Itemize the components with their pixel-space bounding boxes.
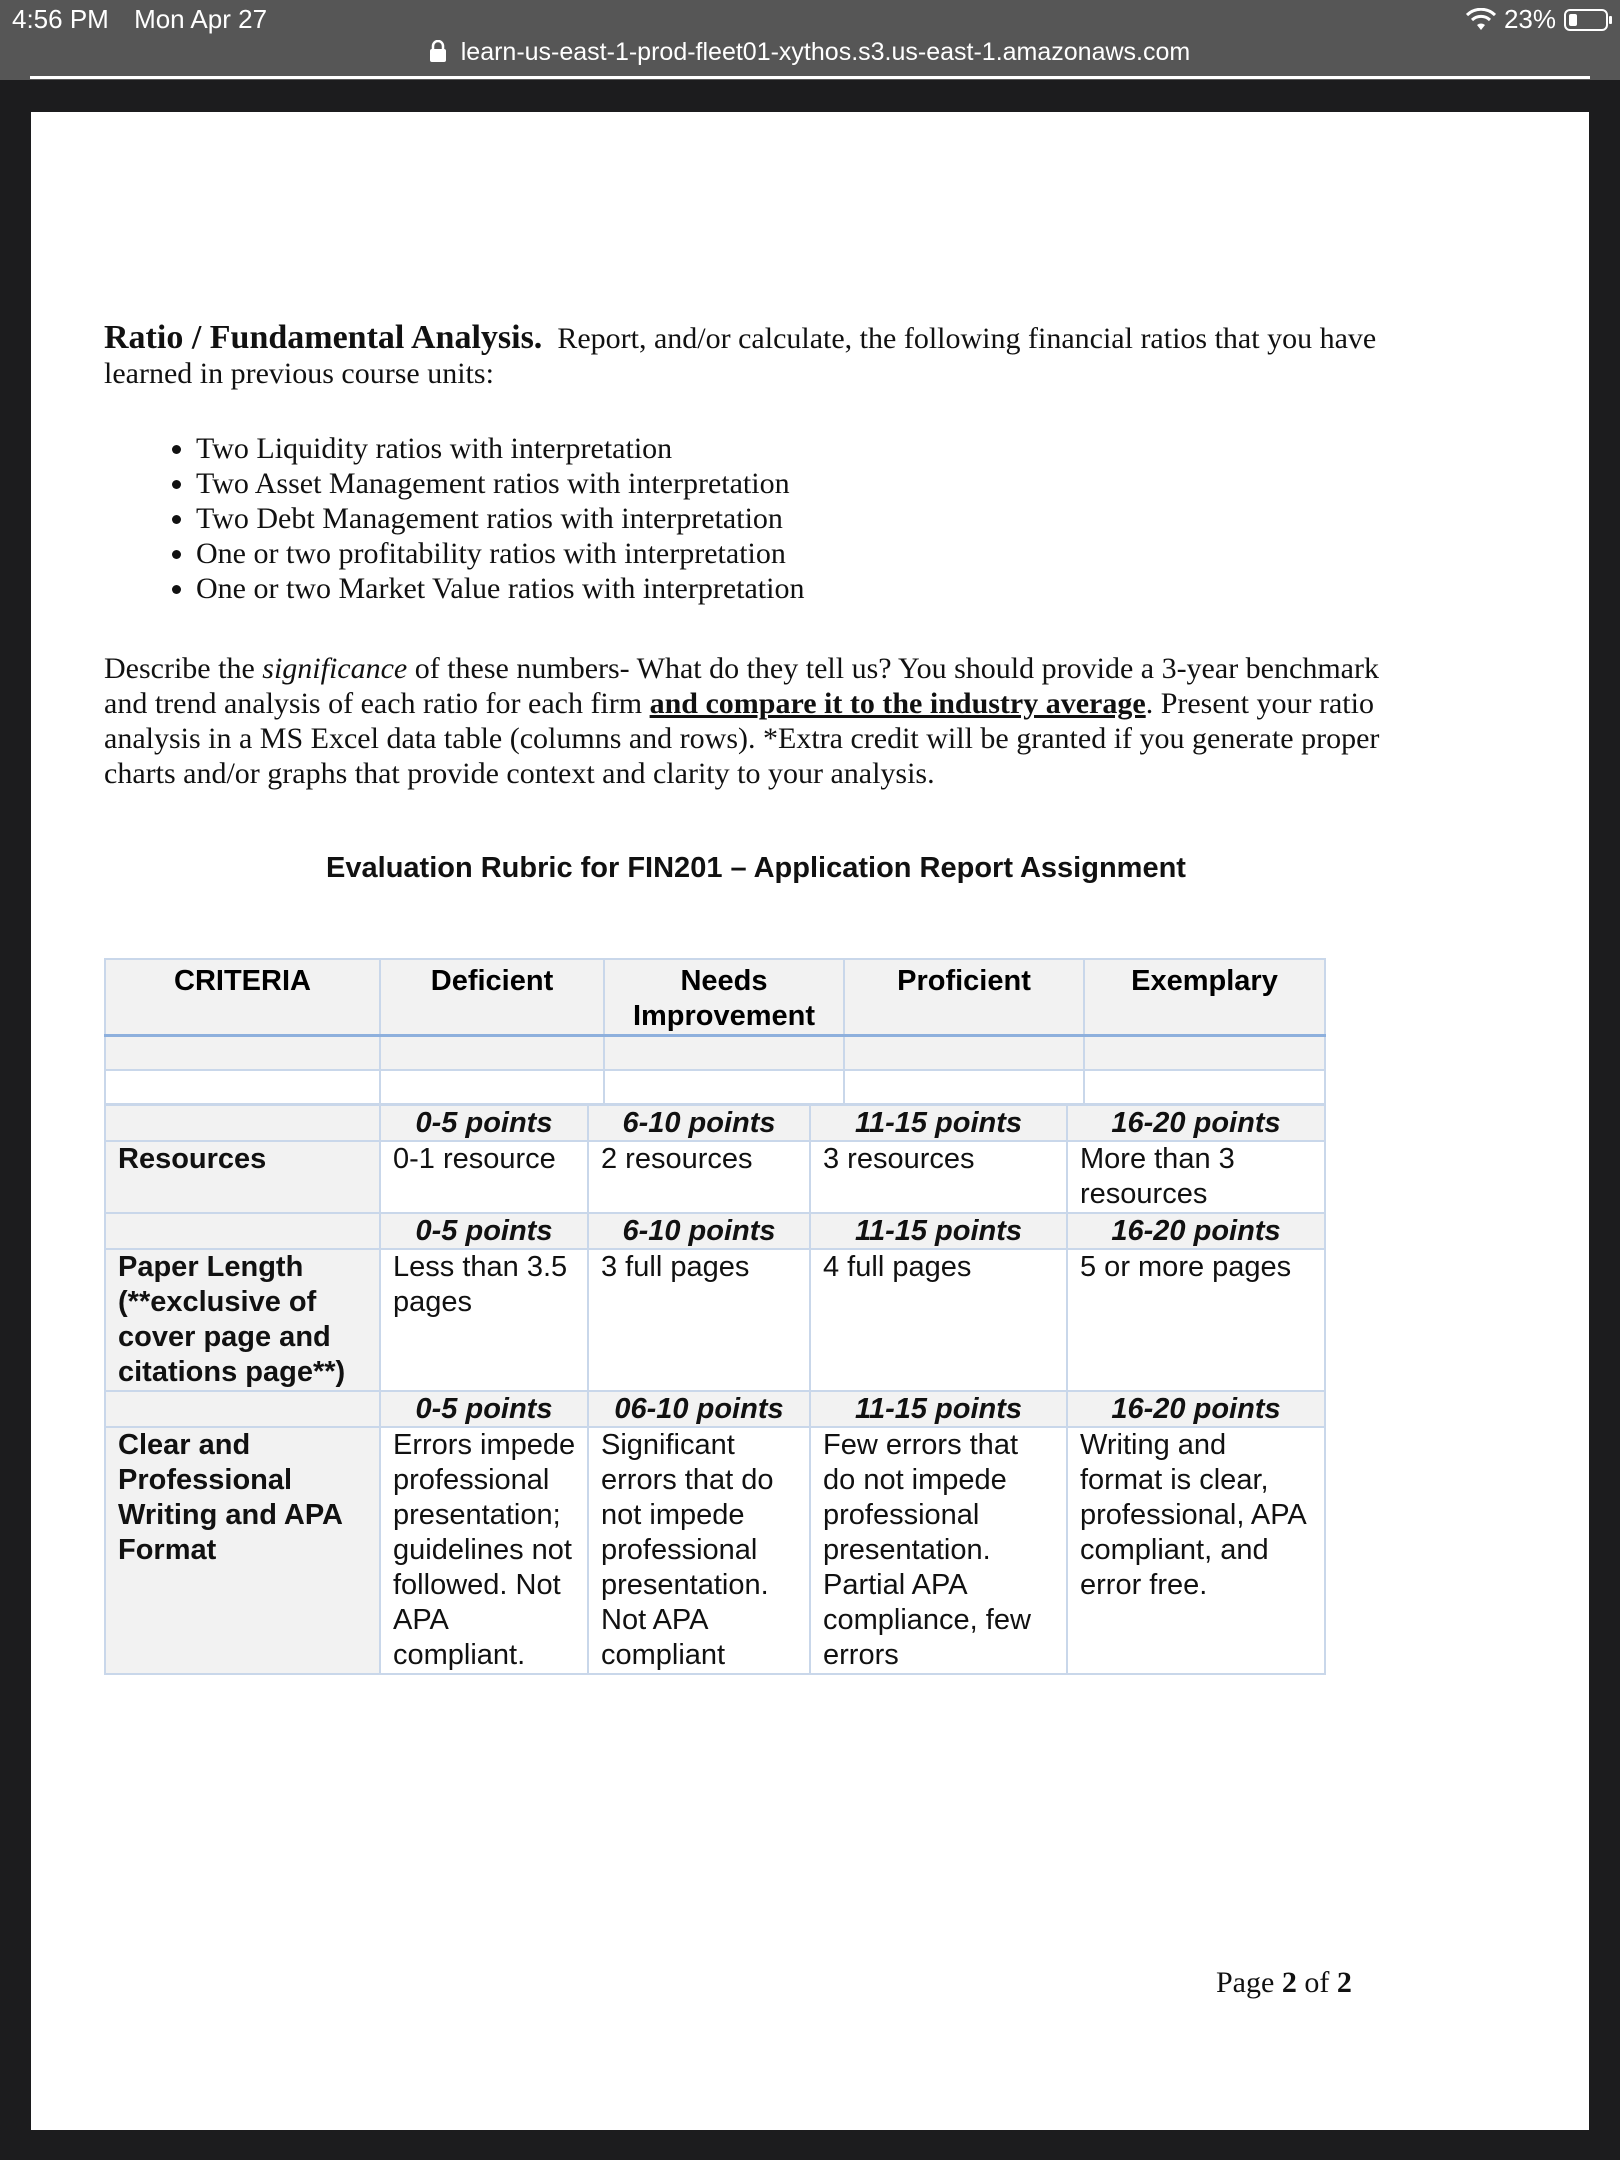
para-text: . Present your ratio analysis in a MS Excel data table (columns and rows). *Extra credit will be granted if you generate proper charts and/or graphs that provide context and clarity to your analysis.: [104, 687, 1380, 790]
empty-cell: [105, 1105, 380, 1141]
empty-cell: [380, 1036, 604, 1071]
points-cell: 0-5 points: [380, 1213, 588, 1249]
page-label: Page: [1216, 1966, 1282, 1999]
wifi-icon: [1466, 8, 1496, 32]
empty-cell: [844, 1070, 1084, 1104]
list-item: • Two Asset Management ratios with interpretation: [196, 466, 1404, 501]
rubric-title: Evaluation Rubric for FIN201 – Application Report Assignment: [326, 852, 1186, 884]
status-time-date: [12, 4, 285, 35]
description-cell: Writing and format is clear, professional, APA compliant, and error free.: [1067, 1427, 1325, 1674]
empty-cell: [604, 1070, 844, 1104]
table-row: [105, 1141, 1325, 1213]
points-cell: 16-20 points: [1067, 1105, 1325, 1141]
description-cell: 5 or more pages: [1067, 1249, 1325, 1391]
page-current: 2: [1281, 1966, 1297, 1999]
url-text: learn-us-east-1-prod-fleet01-xythos.s3.us-east-1.amazonaws.com: [460, 38, 1191, 66]
status-date: Mon Apr 27: [134, 4, 268, 34]
points-cell: 16-20 points: [1067, 1213, 1325, 1249]
points-cell: 0-5 points: [380, 1391, 588, 1427]
para-emphasis: and compare it to the industry average: [649, 687, 1146, 720]
points-cell: 06-10 points: [588, 1391, 810, 1427]
para-italic: significance: [262, 652, 408, 685]
battery-icon: [1564, 9, 1608, 31]
para-text: of these numbers- What do they tell us? You should provide a 3-year benchmark and trend analysis of each ratio for each firm: [104, 652, 1379, 720]
empty-cell: [1084, 1070, 1325, 1104]
list-item: • One or two Market Value ratios with interpretation: [196, 571, 1404, 606]
address-bar[interactable]: [0, 38, 1620, 67]
description-cell: 3 resources: [810, 1141, 1067, 1213]
empty-cell: [105, 1213, 380, 1249]
header-criteria: CRITERIA: [105, 959, 380, 1036]
table-row: [105, 1249, 1325, 1391]
intro-text: Report, and/or calculate, the following financial ratios that you have learned in previous course units:: [104, 322, 1377, 390]
document-content: [104, 320, 1404, 791]
description-cell: More than 3 resources: [1067, 1141, 1325, 1213]
para-text: Describe the: [104, 652, 263, 685]
ratio-list: [104, 431, 1404, 606]
page-total: 2: [1336, 1966, 1352, 1999]
description-cell: 4 full pages: [810, 1249, 1067, 1391]
empty-cell: [105, 1391, 380, 1427]
table-row: [105, 1213, 1325, 1249]
empty-cell: [105, 1036, 380, 1071]
description-cell: 2 resources: [588, 1141, 810, 1213]
criteria-cell: Resources: [105, 1141, 380, 1213]
header-proficient: Proficient: [844, 959, 1084, 1036]
battery-percent: 23%: [1503, 4, 1556, 34]
points-cell: 16-20 points: [1067, 1391, 1325, 1427]
page-load-progress: [30, 76, 1590, 79]
description-cell: Significant errors that do not impede professional presentation. Not APA compliant: [588, 1427, 810, 1674]
description-cell: 3 full pages: [588, 1249, 810, 1391]
empty-cell: [105, 1070, 380, 1104]
status-time: 4:56 PM: [12, 4, 109, 34]
list-item: • Two Liquidity ratios with interpretation: [196, 431, 1404, 466]
points-cell: 11-15 points: [810, 1105, 1067, 1141]
points-cell: 0-5 points: [380, 1105, 588, 1141]
status-bar: [0, 0, 1620, 80]
table-row: [105, 1105, 1325, 1141]
criteria-cell: Paper Length (**exclusive of cover page and citations page**): [105, 1249, 380, 1391]
page-of: of: [1296, 1966, 1337, 1999]
section-heading: Ratio / Fundamental Analysis.: [104, 319, 543, 356]
list-item: • Two Debt Management ratios with interpretation: [196, 501, 1404, 536]
rubric-table: [104, 1104, 1326, 1675]
points-cell: 11-15 points: [810, 1213, 1067, 1249]
header-deficient: Deficient: [380, 959, 604, 1036]
rubric-header-table: [104, 958, 1326, 1105]
table-row: [105, 1391, 1325, 1427]
header-needs-improvement: Needs Improvement: [604, 959, 844, 1036]
list-item: • One or two profitability ratios with interpretation: [196, 536, 1404, 571]
points-cell: 6-10 points: [588, 1105, 810, 1141]
description-cell: 0-1 resource: [380, 1141, 588, 1213]
description-cell: Less than 3.5 pages: [380, 1249, 588, 1391]
points-cell: 11-15 points: [810, 1391, 1067, 1427]
description-cell: Errors impede professional presentation; guidelines not followed. Not APA compliant.: [380, 1427, 588, 1674]
significance-paragraph: [104, 651, 1404, 791]
criteria-cell: Clear and Professional Writing and APA Format: [105, 1427, 380, 1674]
intro-paragraph: [104, 320, 1404, 391]
points-cell: 6-10 points: [588, 1213, 810, 1249]
header-exemplary: Exemplary: [1084, 959, 1325, 1036]
description-cell: Few errors that do not impede professional presentation. Partial APA compliance, few errors: [810, 1427, 1067, 1674]
status-indicators: [1466, 4, 1608, 35]
table-row: [105, 1427, 1325, 1674]
empty-cell: [844, 1036, 1084, 1071]
page-number: [1216, 1966, 1352, 2000]
empty-cell: [604, 1036, 844, 1071]
empty-cell: [1084, 1036, 1325, 1071]
lock-icon: [430, 40, 446, 62]
empty-cell: [380, 1070, 604, 1104]
